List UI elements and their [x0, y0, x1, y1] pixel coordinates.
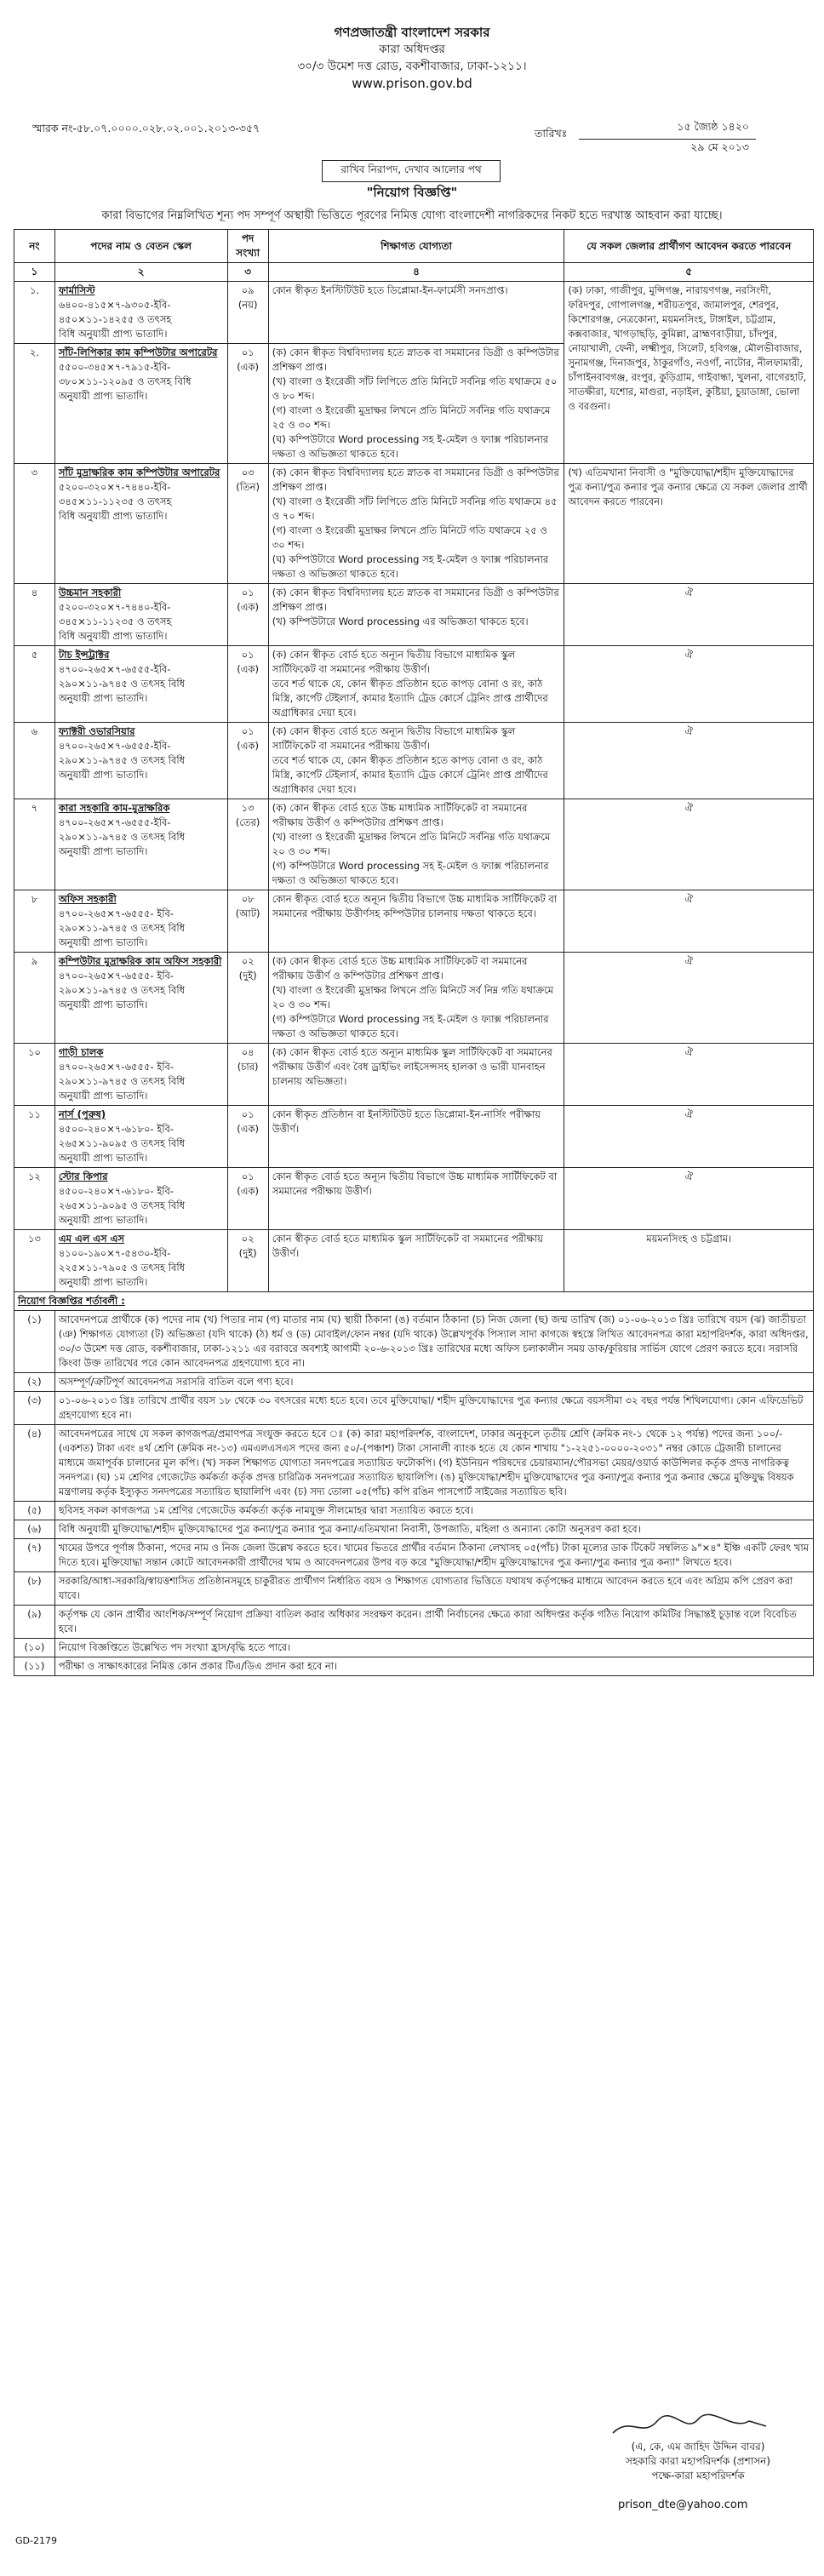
post-name: সাঁট মুদ্রাক্ষরিক কাম কম্পিউটার অপারেটর — [58, 467, 220, 478]
qualification-line: (খ) বাংলা ও ইংরেজী মুদ্রাক্ষর লিখনে প্রতি মিনিটে সর্ব নিম্ন গতি যথাক্রমে ২০ ও ৩০ শব্দ। — [272, 984, 554, 1010]
row-number: ২. — [14, 344, 55, 464]
pay-scale-line: ২২৫×১১-৭৯০৫ ও তৎসহ বিধি — [58, 1262, 186, 1274]
post-cell — [54, 584, 227, 646]
post-name: গাড়ী চালক — [58, 1046, 104, 1058]
qualification-line: কোন স্বীকৃত বোর্ড হতে অন্যূন দ্বিতীয় বিভাগে উচ্চ মাধ্যমিক সার্টিফিকেট বা সমমানের পরীক্ষায় উত্তীর্ণ। — [272, 1171, 558, 1197]
condition-text: আবেদনপত্রের সাথে যে সকল কাগজপত্র/প্রমাণপত্র সংযুক্ত করতে হবে ঃ (ক) কারা মহাপরিদর্শক, বাংলাদেশ, ঢাকার অনুকূলে তৃতীয় শ্রেণি (ক্রমিক নং-১ থেকে ১২ পর্যন্ত) পদের জন্য ১০০/-(একশত) টাকা এবং ৪র্থ শ্রেণি (ক্রমিক নং-১৩) এমএলএসএস পদের জন্য ৫০/-(পঞ্চাশ) টাকা সোনালী ব্যাংক হতে যে কোন শাখায় "১-২২৫১-০০০০-২০৩১" নম্বর কোডে ট্রেজারী চালানের মাধ্যমে জমাপূর্বক চালানের মূল কপি। (খ) সকল শিক্ষাগত যোগ্যতা সনদপত্রের সত্যায়িত ফটোকপি। (গ) ইউনিয়ন পরিষদের চেয়ারম্যান/পৌরসভা মেয়র/ওয়ার্ড কাউন্সিলর কর্তৃক প্রদত্ত নাগরিকত্ব সনদপত্র। (ঘ) ১ম শ্রেণির গেজেটেড কর্মকর্তা কর্তৃক প্রদত্ত চারিত্রিক সনদপত্রের সত্যায়িত ছায়ালিপি। (ঙ) মুক্তিযোদ্ধা/শহীদ মুক্তিযোদ্ধাদের পুত্র কন্যা/পুত্র কন্যার পুত্র কন্যার ক্ষেত্রে মুক্তিযুদ্ধ বিষয়ক মন্ত্রণালয় কর্তৃক ইস্যুকৃত সনদপত্রের সত্যায়িত ছায়ালিপি এবং (চ) সদ্য তোলা ০৫(পাঁচ) কপি রঙিন পাসপোর্ট সাইজের সত্যায়িত ছবি। — [54, 1425, 813, 1502]
pay-scale-line: অনুযায়ী প্রাপ্য ভাতাদি। — [58, 936, 148, 948]
condition-text: ছবিসহ সকল কাগজপত্র ১ম শ্রেণির গেজেটেড কর্মকর্তা কর্তৃক নামযুক্ত সীলমোহর দ্বারা সত্যায়িত করতে হবে। — [54, 1502, 813, 1520]
pay-scale-line: ৪৫০০-২৪০×৭-৬১৮০- ইবি- — [58, 1185, 175, 1197]
pay-scale-line: অনুযায়ী প্রাপ্য ভাতাদি। — [58, 692, 148, 704]
row-number: ১৩ — [14, 1230, 55, 1292]
row-number: ১১ — [14, 1106, 55, 1168]
pay-scale-line: ৫২০০-৩২০×৭-৭৪৪০-ইবি- — [58, 601, 171, 613]
district-list-a: (ক) ঢাকা, গাজীপুর, মুন্সিগঞ্জ, নারায়ণগঞ্জ, নরসিংদী, ফরিদপুর, গোপালগঞ্জ, শরীয়তপুর, জামালপুর, শেরপুর, কিশোরগঞ্জ, নেত্রকোনা, ময়মনসিংহ, টাঙ্গাইল, চট্টগ্রাম, কক্সবাজার, খাগড়াছড়ি, কুমিল্লা, ব্রাহ্মণবাড়ীয়া, চাঁদপুর, নোয়াখালী, ফেনী, লক্ষ্মীপুর, সিলেট, হবিগঞ্জ, মৌলভীবাজার, সুনামগঞ্জ, দিনাজপুর, ঠাকুরগাঁও, নওগাঁ, নাটোর, নীলফামারী, চাঁপাইনবাবগঞ্জ, রংপুর, কুড়িগ্রাম, গাইবান্ধা, খুলনা, বাগেরহাট, সাতক্ষীরা, যশোর, মাগুরা, নড়াইল, কুষ্টিয়া, চুয়াডাঙ্গা, ভোলা ও বরগুনা। — [568, 284, 807, 412]
pay-scale-line: অনুযায়ী প্রাপ্য ভাতাদি। — [58, 769, 148, 781]
condition-text: অসম্পূর্ণ/ত্রুটিপূর্ণ আবেদনপত্র সরাসরি বাতিল বলে গণ্য হবে। — [54, 1373, 813, 1392]
col-header-districts: যে সকল জেলার প্রার্থীগণ আবেদন করতে পারবেন — [564, 230, 814, 263]
condition-row — [14, 1606, 814, 1639]
district-cell: ঐ — [564, 953, 814, 1044]
post-name: নার্স (পুরুষ) — [58, 1108, 106, 1120]
table-row — [14, 799, 814, 890]
post-name: কারা সহকারি কাম-মুদ্রাক্ষরিক — [58, 802, 170, 814]
qualification-cell — [268, 584, 564, 646]
vacancy-rows — [14, 282, 814, 1292]
condition-row — [14, 1657, 814, 1676]
condition-row — [14, 1373, 814, 1392]
notice-title: "নিয়োগ বিজ্ঞপ্তি" — [366, 185, 458, 200]
condition-number: (২) — [14, 1373, 55, 1392]
condition-row — [14, 1502, 814, 1520]
pay-scale-line: ৪৭০০-২৬৫×৭-৬৫৫৫-ইবি- — [58, 816, 171, 828]
pay-scale-line: ৩৪৫×১১-১১২৩৫ ও তৎসহ — [58, 495, 172, 507]
dept-address: ৩০/৩ উমেশ দত্ত রোড, বকশীবাজার, ঢাকা-১২১১। — [297, 60, 527, 73]
qualification-cell — [268, 953, 564, 1044]
condition-text: কর্তৃপক্ষ যে কোন প্রার্থীর আংশিক/সম্পূর্ণ নিয়োগ প্রক্রিয়া বাতিল করার অধিকার সংরক্ষণ করেন। প্রার্থী নির্বাচনের ক্ষেত্রে কারা অধিদপ্তর কর্তৃক গঠিত নিয়োগ কমিটির সিদ্ধান্তই চূড়ান্ত বলে বিবেচিত হবে। — [54, 1606, 813, 1639]
post-cell — [54, 953, 227, 1044]
row-number: ১০ — [14, 1044, 55, 1106]
post-cell — [54, 344, 227, 464]
condition-text: আবেদনপত্রে প্রার্থীকে (ক) পদের নাম (খ) পিতার নাম (গ) মাতার নাম (ঘ) স্থায়ী ঠিকানা (ঙ) বর্তমান ঠিকানা (চ) নিজ জেলা (ছ) জন্ম তারিখ (জ) ০১-০৬-২০১৩ খ্রিঃ তারিখে বয়স (ঝ) জাতীয়তা (ঞ) শিক্ষাগত যোগ্যতা (ট) অভিজ্ঞতা (যদি থাকে) (ঠ) ধর্ম ও (ড) মোবাইল/ফোন নম্বর (যদি থাকে) উল্লেখপূর্বক পিস্যাল সাদা কাগজে স্বহস্তে লিখিত আবেদনপত্র কারা মহাপরিদর্শক, কারা অধিদপ্তর, ৩০/৩ উমেশ দত্ত রোড, বকশীবাজার, ঢাকা-১২১১ এর বরাবরে অবশ্যই আগামী ২০-৬-২০১৩ খ্রিঃ তারিখের মধ্যে অফিস চলাকালীন সময় ডাক/কুরিয়ার সার্ভিস যোগে প্রেরণ করতে হবে। সরাসরি কিংবা উক্ত তারিখের পরে কোন আবেদনপত্র গ্রহণযোগ্য হবে না। — [54, 1311, 813, 1373]
gov-name: গণপ্রজাতন্ত্রী বাংলাদেশ সরকার — [334, 25, 490, 40]
condition-text: পরীক্ষা ও সাক্ষাৎকারের নিমিত্ত কোন প্রকার টিএ/ডিএ প্রদান করা হবে না। — [54, 1657, 813, 1676]
condition-number: (৩) — [14, 1392, 55, 1425]
condition-row — [14, 1392, 814, 1425]
post-cell — [54, 723, 227, 799]
post-name: টাচ ইন্সট্রাক্টর — [58, 649, 110, 661]
table-row — [14, 282, 814, 344]
post-name: কম্পিউটার মুদ্রাক্ষরিক কাম অফিস সহকারী — [58, 955, 222, 967]
signatory-title: সহকারি কারা মহাপরিদর্শক (প্রশাসন) — [626, 2455, 770, 2467]
district-list-b: (খ) এতিমখানা নিবাসী ও "মুক্তিযোদ্ধা/শহীদ মুক্তিযোদ্ধাদের পুত্র কন্যা/পুত্র কন্যার পুত্র কন্যার ক্ষেত্রে যে সকল জেলার প্রার্থী আবেদন করতে পারবেন। — [568, 467, 808, 507]
table-row — [14, 464, 814, 584]
conditions — [14, 1292, 814, 1676]
qualification-line: কোন স্বীকৃত বোর্ড হতে মাধ্যমিক স্কুল সার্টিফিকেট বা সমমানের পরীক্ষায় উত্তীর্ণ। — [272, 1233, 543, 1259]
contact-email[interactable]: prison_dte@yahoo.com — [618, 2499, 748, 2511]
qualification-line: (গ) বাংলা ও ইংরেজী মুদ্রাক্ষর লিখনে প্রতি মিনিটে সর্বনিম্ন গতি যথাক্রমে ২৫ ও ৩০ শব্দ। — [272, 404, 551, 431]
district-cell — [564, 282, 814, 464]
district-cell: ঐ — [564, 584, 814, 646]
conditions-title-row — [14, 1292, 814, 1311]
district-cell — [564, 464, 814, 584]
pay-scale-line: ৪১০০-১৯০×৭-৫৪৩০-ইবি- — [58, 1247, 171, 1259]
col-num-3: ৩ — [227, 263, 268, 282]
qualification-line: (খ) কম্পিউটারে Word processing এর অভিজ্ঞতা থাকতে হবে। — [272, 615, 529, 627]
qualification-line: কোন স্বীকৃত বোর্ড হতে অন্যূন দ্বিতীয় বিভাগে উচ্চ মাধ্যমিক সার্টিফিকেট বা সমমানের পরীক্ষায় উত্তীর্ণসহ কম্পিউটার চালনায় দক্ষতা থাকতে হবে। — [272, 893, 558, 919]
condition-row — [14, 1572, 814, 1606]
qualification-cell — [268, 282, 564, 344]
district-cell: ঐ — [564, 890, 814, 953]
memo-number: স্মারক নং-৫৮.০৭.০০০০.০২৮.০২.০০১.২০১৩-৩৫৭ — [32, 122, 260, 135]
qualification-cell — [268, 1230, 564, 1292]
district-cell: ঐ — [564, 723, 814, 799]
pay-scale-line: বিধি অনুযায়ী প্রাপ্য ভাতাদি। — [58, 510, 168, 522]
ad-code: GD-2179 — [15, 2535, 57, 2546]
pay-scale-line: অনুযায়ী প্রাপ্য ভাতাদি। — [58, 845, 148, 857]
qualification-line: (ক) কোন স্বীকৃত বোর্ড হতে অন্যূন মাধ্যমিক স্কুল সার্টিফিকেট বা সমমানের পরীক্ষায় উত্তীর্ণ এবং বৈধ ড্রাইভিং লাইসেন্সসহ হালকা ও ভারী যানবাহন চালনায় অভিজ্ঞতা। — [272, 1046, 552, 1087]
row-number: ৬ — [14, 723, 55, 799]
pay-scale-line: ৪৭০০-২৬৫×৭-৬৫৫৫-ইবি- — [58, 740, 171, 752]
post-count: ১৩ (তের) — [227, 799, 268, 890]
table-number-row — [14, 263, 814, 282]
pay-scale-line: বিধি অনুযায়ী প্রাপ্য ভাতাদি। — [58, 328, 168, 340]
pay-scale-line: ৪৫০×১১-১৪২৫৫ ও তৎসহ — [58, 313, 172, 325]
pay-scale-line: ৫৫০০-৩৪৫×৭-৭৯১৫-ইবি- — [58, 361, 171, 373]
pay-scale-line: বিধি অনুযায়ী প্রাপ্য ভাতাদি। — [58, 630, 168, 642]
date-english: ২৯ মে ২০১৩ — [690, 140, 749, 153]
condition-text: ০১-০৬-২০১৩ খ্রিঃ তারিখে প্রার্থীর বয়স ১৮ থেকে ৩০ বৎসরের মধ্যে হতে হবে। তবে মুক্তিযোদ্ধা/ শহীদ মুক্তিযোদ্ধাদের পুত্র কন্যার ক্ষেত্রে বয়সসীমা ৩২ বছর পর্যন্ত শিথিলযোগ্য। কোন এফিডেভিট গ্রহণযোগ্য হবে না। — [54, 1392, 813, 1425]
row-number: ৩ — [14, 464, 55, 584]
notice-intro: কারা বিভাগের নিম্নলিখিত শূন্য পদ সম্পূর্ণ অস্থায়ী ভিত্তিতে পূরণের নিমিত্ত যোগ্য বাংলাদেশী নাগরিকদের নিকট হতে দরখাস্ত আহবান করা যাচ্ছে। — [101, 209, 723, 222]
qualification-line: (ক) কোন স্বীকৃত বোর্ড হতে উচ্চ মাধ্যমিক সার্টিফিকেট বা সমমানের পরীক্ষায় উত্তীর্ণ ও কম্পিউটার প্রশিক্ষণ প্রাপ্ত। — [272, 802, 528, 828]
condition-row — [14, 1639, 814, 1657]
qualification-line: (ক) কোন স্বীকৃত বোর্ড হতে অন্যূন দ্বিতীয় বিভাগে মাধ্যমিক স্কুল সার্টিফিকেট বা সমমানের পরীক্ষায় উত্তীর্ণ। — [272, 649, 516, 675]
condition-number: (৭) — [14, 1539, 55, 1572]
condition-row — [14, 1539, 814, 1572]
post-count: ০২ (দুই) — [227, 953, 268, 1044]
qualification-line: (গ) কম্পিউটারে Word processing সহ ই-মেইল ও ফ্যাক্স পরিচালনার দক্ষতা ও অভিজ্ঞতা থাকতে হবে। — [272, 860, 549, 886]
qualification-cell — [268, 1106, 564, 1168]
qualification-line: (ক) কোন স্বীকৃত বিশ্ববিদ্যালয় হতে স্নাতক বা সমমানের ডিগ্রী ও কম্পিউটার প্রশিক্ষণ প্রাপ্ত। — [272, 467, 559, 493]
row-number: ৪ — [14, 584, 55, 646]
post-count: ০১ (এক) — [227, 1106, 268, 1168]
letterhead — [0, 0, 824, 92]
pay-scale-line: ২৯০×১১-৯৭৪৫ ও তৎসহ বিধি — [58, 678, 186, 690]
pay-scale-line: ৬৪০০-৪১৫×৭-৯৩০৫-ইবি- — [58, 299, 171, 311]
pay-scale-line: ২৯০×১১-৯৭৪৫ ও তৎসহ বিধি — [58, 922, 186, 934]
post-count: ০৯ (নয়) — [227, 282, 268, 344]
pay-scale-line: ৪৭০০-২৬৫×৭-৬৫৫৫- ইবি- — [58, 1061, 175, 1073]
table-row — [14, 646, 814, 723]
post-count: ০১ (এক) — [227, 1168, 268, 1230]
district-cell: ময়মনসিংহ ও চট্টগ্রাম। — [564, 1230, 814, 1292]
date-label: তারিখঃ — [535, 127, 568, 140]
condition-number: (১) — [14, 1311, 55, 1373]
col-header-no: নং — [14, 230, 55, 263]
post-cell — [54, 1168, 227, 1230]
pay-scale-line: অনুযায়ী প্রাপ্য ভাতাদি। — [58, 1090, 148, 1102]
conditions-title: নিয়োগ বিজ্ঞপ্তির শর্তাবলী : — [18, 1295, 125, 1307]
row-number: ১২ — [14, 1168, 55, 1230]
qualification-cell — [268, 723, 564, 799]
qualification-line: (ক) কোন স্বীকৃত বোর্ড হতে অন্যূন দ্বিতীয় বিভাগে মাধ্যমিক স্কুল সার্টিফিকেট বা সমমানের পরীক্ষায় উত্তীর্ণ। — [272, 725, 516, 752]
pay-scale-line: অনুযায়ী প্রাপ্য ভাতাদি। — [58, 1152, 148, 1164]
pay-scale-line: ৪৭০০-২৬৫×৭-৬৫৫৫-ইবি- — [58, 663, 171, 675]
condition-number: (৪) — [14, 1425, 55, 1502]
table-row — [14, 1106, 814, 1168]
post-count: ০১ (এক) — [227, 584, 268, 646]
pay-scale-line: ২৯০×১১-৯৭৪৫ ও তৎসহ বিধি — [58, 754, 186, 766]
table-header-row — [14, 230, 814, 263]
qualification-line: (খ) বাংলা ও ইংরেজী সাঁট লিপিতে প্রতি মিনিটে সর্বনিম্ন গতি যথাক্রমে ৫০ ও ৮০ শব্দ। — [272, 375, 558, 402]
col-header-count: পদ সংখ্যা — [227, 230, 268, 263]
qualification-line: তবে শর্ত থাকে যে, কোন স্বীকৃত প্রতিষ্ঠান হতে কাপড় বোনা ও রং, কাঠ মিস্ত্রি, কার্পেট টেইলার্স, কামার ইত্যাদি ট্রেড কোর্সে ট্রেনিং প্রাপ্ত প্রার্থীদের অগ্রাধিকার দেয়া হবে। — [272, 754, 548, 795]
post-name: স্টোর কিপার — [58, 1171, 108, 1182]
post-count: ০১ (এক) — [227, 646, 268, 723]
condition-number: (৯) — [14, 1606, 55, 1639]
post-count: ০৩ (তিন) — [227, 464, 268, 584]
pay-scale-line: ৪৫০০-২৪০×৭-৬১৮০- ইবি- — [58, 1123, 175, 1135]
col-num-2: ২ — [54, 263, 227, 282]
row-number: ৮ — [14, 890, 55, 953]
condition-text: সরকারি/আধা-সরকারি/স্বায়ত্তশাসিত প্রতিষ্ঠানসমূহে চাকুরীরত প্রার্থীগণ নির্ধারিত বয়স ও শিক্ষাগত যোগ্যতার ভিত্তিতে যথাযথ কর্তৃপক্ষের মাধ্যমে আবেদন করতে হবে এবং অগ্রিম কপি প্রেরণ করা যাবে। — [54, 1572, 813, 1606]
condition-text: বিধি অনুযায়ী মুক্তিযোদ্ধা/শহীদ মুক্তিযোদ্ধাদের পুত্র কন্যা/পুত্র কন্যার পুত্র কন্যা/এতিমখানা নিবাসী, উপজাতি, মহিলা ও অন্যান্য কোটা অনুসরণ করা হবে। — [54, 1520, 813, 1539]
condition-number: (৮) — [14, 1572, 55, 1606]
table-row — [14, 1044, 814, 1106]
post-cell — [54, 282, 227, 344]
qualification-line: (ক) কোন স্বীকৃত বোর্ড হতে উচ্চ মাধ্যমিক সার্টিফিকেট বা সমমানের পরীক্ষায় উত্তীর্ণ ও কম্পিউটার প্রশিক্ষণ প্রাপ্ত। — [272, 955, 528, 982]
post-count: ০৮ (আট) — [227, 890, 268, 953]
dept-name: কারা অধিদপ্তর — [379, 43, 445, 56]
pay-scale-line: ২৬৫×১১-৯০৯৫ ও তৎসহ বিধি — [58, 1137, 186, 1149]
qualification-line: (খ) বাংলা ও ইংরেজী মুদ্রাক্ষর লিখনে প্রতি মিনিটে সর্বনিম্ন গতি যথাক্রমে ২০ ও ৩০ শব্দ। — [272, 831, 551, 857]
row-number: ৭ — [14, 799, 55, 890]
district-cell: ঐ — [564, 799, 814, 890]
post-name: অফিস সহকারী — [58, 893, 117, 905]
qualification-line: কোন স্বীকৃত ইনস্টিটিউট হতে ডিপ্লোমা-ইন-ফার্মেসী সনদপ্রাপ্ত। — [272, 284, 508, 296]
district-cell: ঐ — [564, 1106, 814, 1168]
post-name: উচ্চমান সহকারী — [58, 587, 122, 598]
table-row — [14, 584, 814, 646]
pay-scale-line: ৩৪৫×১১-১১২৩৫ ও তৎসহ — [58, 615, 172, 627]
vacancy-table — [14, 229, 814, 1676]
qualification-cell — [268, 1044, 564, 1106]
post-cell — [54, 1230, 227, 1292]
motto-box: রাখিব নিরাপদ, দেখাব আলোর পথ — [322, 160, 501, 182]
post-count: ০১ (এক) — [227, 344, 268, 464]
pay-scale-line: ৫২০০-৩২০×৭-৭৪৪০-ইবি- — [58, 481, 171, 493]
pay-scale-line: অনুযায়ী প্রাপ্য ভাতাদি। — [58, 999, 148, 1010]
row-number: ৫ — [14, 646, 55, 723]
post-cell — [54, 799, 227, 890]
post-name: এম এল এস এস — [58, 1233, 124, 1245]
col-header-post: পদের নাম ও বেতন স্কেল — [54, 230, 227, 263]
pay-scale-line: ২৯০×১১-৯৭৪৫ ও তৎসহ বিধি — [58, 831, 186, 843]
row-number: ১. — [14, 282, 55, 344]
post-count: ০৪ (চার) — [227, 1044, 268, 1106]
qualification-cell — [268, 646, 564, 723]
post-cell — [54, 464, 227, 584]
post-name: ফার্মাসিস্ট — [58, 284, 95, 296]
signature-block — [596, 2440, 800, 2483]
qualification-line: (খ) বাংলা ও ইংরেজী সাঁট লিপিতে প্রতি মিনিটে সর্বনিম্ন গতি যথাক্রমে ৪৫ ও ৭০ শব্দ। — [272, 495, 558, 522]
col-num-5: ৫ — [564, 263, 814, 282]
pay-scale-line: ২৬৫×১১-৯০৯৫ ও তৎসহ বিধি — [58, 1199, 186, 1211]
date-block — [535, 119, 756, 159]
condition-number: (১১) — [14, 1657, 55, 1676]
pay-scale-line: অনুযায়ী প্রাপ্য ভাতাদি। — [58, 1276, 148, 1288]
post-count: ০২ (দুই) — [227, 1230, 268, 1292]
qualification-line: (গ) বাংলা ও ইংরেজী মুদ্রাক্ষর লিখনে প্রতি মিনিটে গতি যথাক্রমে ২৫ ও ৩০ শব্দ। — [272, 524, 547, 551]
qualification-line: (ক) কোন স্বীকৃত বিশ্ববিদ্যালয় হতে স্নাতক বা সমমানের ডিগ্রী ও কম্পিউটার প্রশিক্ষণ প্রাপ্ত। — [272, 346, 559, 373]
date-bangla: ১৫ জ্যৈষ্ঠ ১৪২০ — [579, 119, 756, 140]
condition-row — [14, 1520, 814, 1539]
condition-number: (৬) — [14, 1520, 55, 1539]
row-number: ৯ — [14, 953, 55, 1044]
table-row — [14, 1168, 814, 1230]
condition-row — [14, 1425, 814, 1502]
condition-number: (১০) — [14, 1639, 55, 1657]
pay-scale-line: ৪৭০০-২৬৫×৭-৬৫৫৫- ইবি- — [58, 907, 175, 919]
qualification-line: (ঘ) কম্পিউটারে Word processing সহ ই-মেইল ও ফ্যাক্স পরিচালনার দক্ষতা ও অভিজ্ঞতা থাকতে হবে। — [272, 553, 549, 580]
post-cell — [54, 1106, 227, 1168]
qualification-cell — [268, 344, 564, 464]
condition-number: (৫) — [14, 1502, 55, 1520]
qualification-line: (ঘ) কম্পিউটারে Word processing সহ ই-মেইল ও ফ্যাক্স পরিচালনার দক্ষতা ও অভিজ্ঞতা থাকতে হবে। — [272, 433, 549, 460]
qualification-cell — [268, 890, 564, 953]
website[interactable]: www.prison.gov.bd — [352, 76, 472, 91]
qualification-cell — [268, 464, 564, 584]
post-cell — [54, 646, 227, 723]
condition-row — [14, 1311, 814, 1373]
table-row — [14, 953, 814, 1044]
qualification-line: (গ) কম্পিউটারে Word processing সহ ই-মেইল ও ফ্যাক্স পরিচালনার দক্ষতা ও অভিজ্ঞতা থাকতে হবে। — [272, 1013, 549, 1039]
pay-scale-line: অনুযায়ী প্রাপ্য ভাতাদি। — [58, 1214, 148, 1226]
qualification-cell — [268, 1168, 564, 1230]
post-count: ০১ (এক) — [227, 723, 268, 799]
condition-text: নিয়োগ বিজ্ঞপ্তিতে উল্লেখিত পদ সংখ্যা হ্রাস/বৃদ্ধি হতে পারে। — [54, 1639, 813, 1657]
pay-scale-line: ৩৮০×১১-১২০৯৫ ও তৎসহ বিধি অনুযায়ী প্রাপ্য ভাতাদি। — [58, 375, 192, 402]
signatory-for: পক্ষে-কারা মহাপরিদর্শক — [651, 2470, 745, 2482]
col-num-4: ৪ — [268, 263, 564, 282]
post-name: সাঁট-লিপিকার কাম কম্পিউটার অপারেটর — [58, 346, 218, 358]
col-header-qualification: শিক্ষাগত যোগ্যতা — [268, 230, 564, 263]
table-row — [14, 890, 814, 953]
pay-scale-line: ২৯০×১১-৯৭৪৫ ও তৎসহ বিধি — [58, 1075, 186, 1087]
condition-text: খামের উপরে পূর্ণাঙ্গ ঠিকানা, পদের নাম ও নিজ জেলা উল্লেখ করতে হবে। খামের ভিতরে প্রার্থীর বর্তমান ঠিকানা লেখাসহ ০৫(পাঁচ) টাকা মূল্যের ডাক টিকেট সম্বলিত ৯"×৪" ইঞ্চি একটি ফেরৎ খাম দিতে হবে। মুক্তিযোদ্ধা সন্তান কোটে আবেদনকারী প্রার্থীদের খাম ও আবেদনপত্রের উপর বড় করে "মুক্তিযোদ্ধা/শহীদ মুক্তিযোদ্ধাদের পুত্র কন্যা/পুত্র কন্যার পুত্র কন্যা" লিখতে হবে। — [54, 1539, 813, 1572]
table-row — [14, 723, 814, 799]
qualification-cell — [268, 799, 564, 890]
district-cell: ঐ — [564, 1168, 814, 1230]
post-name: ফ্যাক্টরী ওভারসিয়ার — [58, 725, 135, 737]
signature-scribble — [604, 2409, 775, 2443]
district-cell: ঐ — [564, 1044, 814, 1106]
post-cell — [54, 890, 227, 953]
pay-scale-line: ৪৭০০-২৬৫×৭-৬৫৫৫- ইবি- — [58, 970, 175, 982]
post-cell — [54, 1044, 227, 1106]
signatory-name: (এ, কে, এম জাহিদ উদ্দিন বাবর) — [631, 2441, 765, 2453]
qualification-line: তবে শর্ত থাকে যে, কোন স্বীকৃত প্রতিষ্ঠান হতে কাপড় বোনা ও রং, কাঠ মিস্ত্রি, কার্পেট টেইলার্স, কামার ইত্যাদি ট্রেড কোর্সে ট্রেনিং প্রাপ্ত প্রার্থীদের অগ্রাধিকার দেয়া হবে। — [272, 678, 548, 718]
qualification-line: কোন স্বীকৃত প্রতিষ্ঠান বা ইনস্টিটিউট হতে ডিপ্লোমা-ইন-নার্সিং পরীক্ষায় উত্তীর্ণ। — [272, 1108, 541, 1135]
qualification-line: (ক) কোন স্বীকৃত বিশ্ববিদ্যালয় হতে স্নাতক বা সমমানের ডিগ্রী ও কম্পিউটার প্রশিক্ষণ প্রাপ্ত। — [272, 587, 559, 613]
pay-scale-line: ২৯০×১১-৯৭৪৫ ও তৎসহ বিধি — [58, 984, 186, 996]
col-num-1: ১ — [14, 263, 55, 282]
table-row — [14, 1230, 814, 1292]
district-cell: ঐ — [564, 646, 814, 723]
